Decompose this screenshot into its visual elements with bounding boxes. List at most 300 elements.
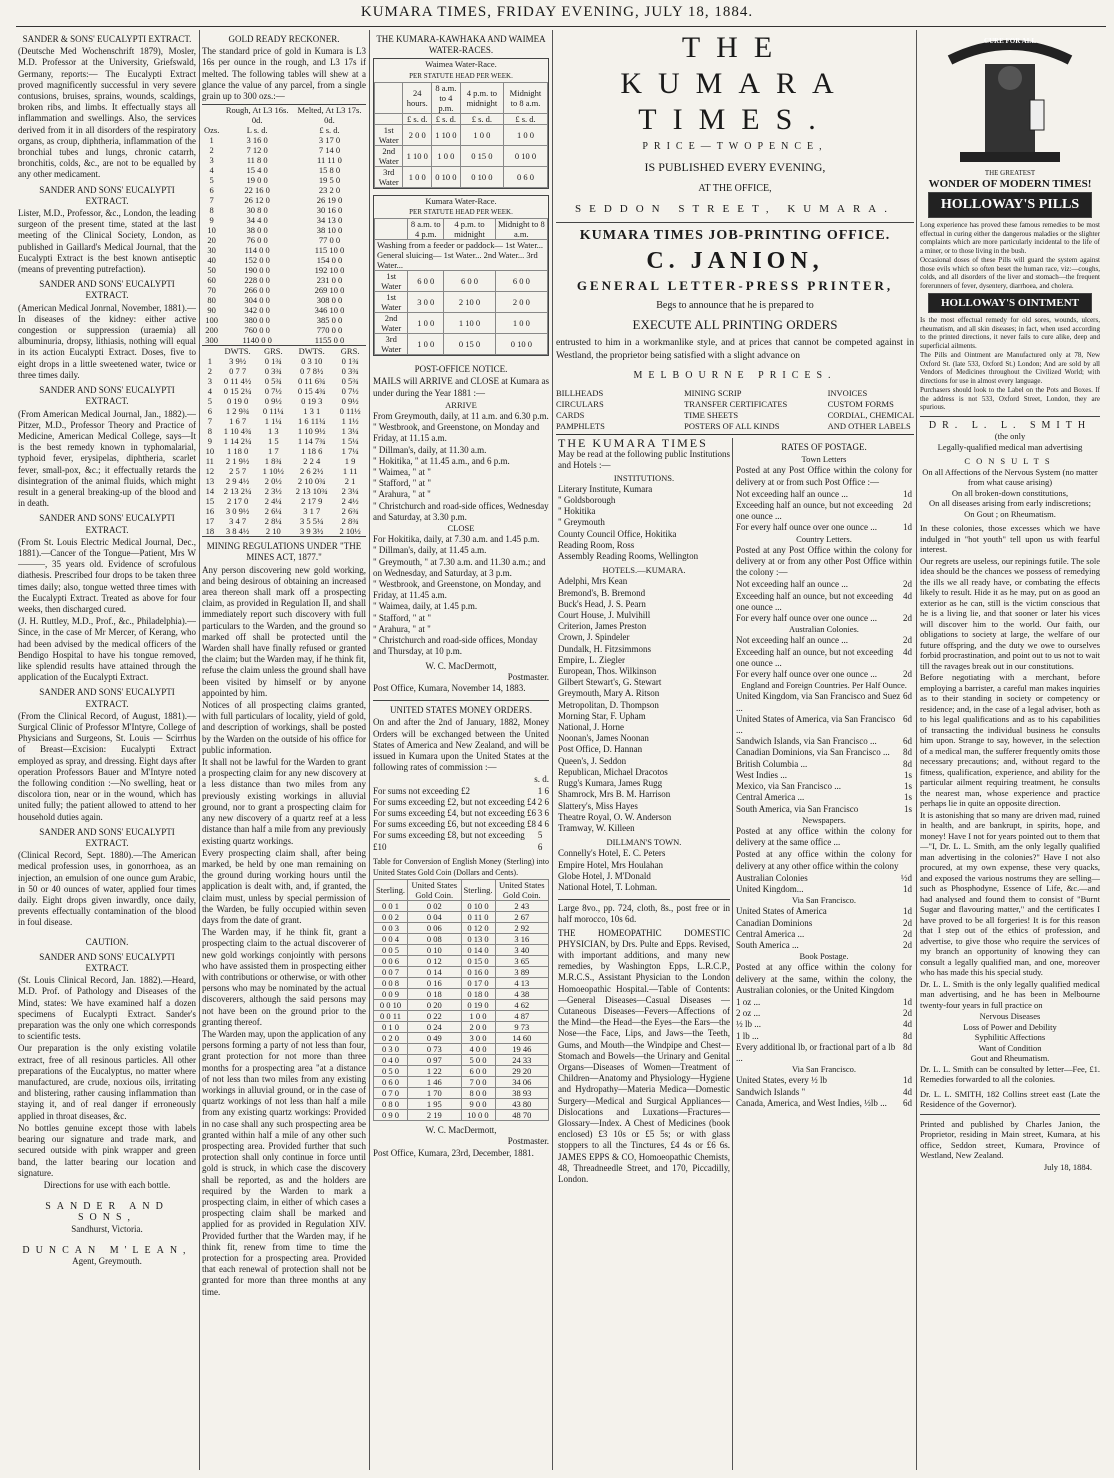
rate-value: 2d [903,928,912,939]
conversion-row [374,1011,549,1022]
eucalypti-heading-4: SANDER AND SONS' EUCALYPTI EXTRACT. [39,385,175,407]
print-item: TIME SHEETS [684,410,739,420]
rate-row [736,770,912,781]
table-cell: 2 19 [408,1110,461,1121]
smith-paragraph: It is astonishing that so many are driven mad, ruined in health, and are bankrupt, in spirits, hope, and money! Have I not for years pointed out to them that—"I, Dr. L. L. Smith, am the only legally qualified man advertising in the colonies?" Have I not also procured, at my own expense, these very quacks, and exposed the various nostrums they are selling—such as Phosphodyne, Essence of Life, &c.—and had analysed and found them to consist of "Burnt Sugar and flavouring matter," and the certificates I have proved to be all forgeries! It is for this reason that I step out of the ethics of profession, and advertise, to give those who require the services of my branch an opportunity of knowing they can consult a legally qualified man, and one, moreover who has made this his special study. [920,809,1100,977]
newspapers-text: Posted at any office within the colony for delivery at the same office ... [736,825,912,848]
rate-value: 4d [903,1086,912,1097]
table-cell: 3 1 7 [303,506,321,517]
hotel-item: Court House, J. Mulvihill [558,610,651,621]
table-cell: 20 [207,235,216,246]
signature-sander: SANDER AND SONS, [45,1201,169,1224]
th-melted: Melted, At L3 17s. 0d. [297,105,362,126]
every-additional [736,1042,912,1064]
published-line: IS PUBLISHED EVERY EVENING, [644,160,826,174]
table-cell: 1 10 9½ [297,426,326,437]
table-cell: 0 19 3 [301,396,323,407]
table-cell: 0 06 [408,923,461,934]
section-rule [556,434,914,435]
table-cell: 1 10 4¾ [223,426,252,437]
table-cell: 1 [207,356,212,367]
table-cell: 11 11 0 [317,155,342,166]
close-item: " Dillman's, daily, at 11.45 a.m. [373,545,487,556]
table-cell: 8 [207,426,212,437]
arrive-item: " Arahura, " at " [373,489,431,500]
conversion-row [374,956,549,967]
rate-label: United States, every ½ lb [736,1075,827,1086]
hotel-item: Queen's, J. Seddon [558,755,627,766]
rate-value: 1d [903,488,912,499]
dr-smith-legal: Legally-qualified medical man advertising [937,441,1083,452]
book-rates [736,997,912,1042]
waimea-unit-row [375,113,548,124]
table-cell: 5 0 0 [461,1055,495,1066]
print-list-1 [556,388,644,432]
rate-label: British Columbia ... [736,758,808,769]
table-cell: 0 5 0 [374,1066,408,1077]
institution-item: " Goldsborough [558,495,616,506]
table-cell: 231 0 0 [316,275,343,286]
via-sf-label: Via San Francisco. [792,895,856,906]
print-item: AND OTHER LABELS [827,421,911,431]
table-cell: 0 97 [408,1055,461,1066]
table-cell: 17 [205,516,215,527]
table-cell: 380 0 0 [244,315,270,326]
table-cell: 0 10 [408,945,461,956]
rate-label: Exceeding half an ounce, but not exceeding one ounce ... [736,590,894,612]
greatest-label: THE GREATEST [984,169,1036,177]
mining-paragraph: Any person discovering new gold working, and being desirous of obtaining an increased area thereon shall mark off a prospecting claim, as provided in Regulation II, and shall immediately report such discovery with full particulars to the Warden, and the ground so marked off shall be protected until the Warden shall have finally refused or granted the claim; but the Warden may, if he think fit, refuse the claim unless the ground shall have been visited by himself or by anyone appointed by him. [202,564,366,698]
wonder-label: WONDER OF MODERN TIMES! [928,177,1092,190]
mining-paragraph: Every prospecting claim shall, after being marked, be held by one man remaining on the ground during working hours until the application is dealt with, and, if granted, the claim must, unless by special permission of the Warden, be fully occupied within seven days from the date of grant. [202,847,366,925]
table-cell: 2 [209,145,214,156]
table-cell: 70 [207,285,216,296]
arrive-item: " Waimea, " at " [373,467,431,478]
print-item: MINING SCRIP [684,388,742,398]
table-cell: 2 13 2¼ [223,486,252,497]
table-cell: 0 18 [408,989,461,1000]
rate-row [736,591,912,613]
rate-value: 4 6 [537,819,549,830]
post-office-date: Post Office, Kumara, November 14, 1883. [373,682,526,693]
table-cell: 3 [209,155,214,166]
conversion-row [374,1077,549,1088]
table-cell: 1 10 0 [431,124,460,145]
rate-label: United Kingdom, via San Francisco and Suez ... [736,691,901,713]
table-cell: 0 0 3 [374,923,408,934]
table-cell: 76 0 0 [246,235,268,246]
table-cell: 34 06 [495,1077,548,1088]
table-cell: 0 5¾ [341,376,359,387]
table-cell: 7 [207,416,212,427]
table-cell: 0 1¾ [341,356,359,367]
column-water-races [373,30,549,1470]
conversion-row [374,934,549,945]
dwt-row [202,516,366,526]
table-cell: 12 [205,466,215,477]
specialty-item: Want of Condition [978,1042,1042,1053]
oz-row [202,215,366,225]
post-office-intro: MAILS will ARRIVE and CLOSE at Kumara as under during the Year 1881 :— [373,376,549,398]
kumara-race-row [375,271,548,292]
every-additional-value: 8d [903,1041,912,1052]
table-cell: 1155 0 0 [314,335,345,346]
emblem-icon [930,30,1090,168]
rate-label: For every half ounce over one ounce ... [736,669,877,680]
table-cell: 4 38 [495,989,548,1000]
table-cell: 2 1 [344,476,356,487]
hotels-label: HOTELS.—KUMARA. [602,565,686,576]
waimea-row [375,166,548,187]
post-office-heading: POST-OFFICE NOTICE. [414,364,508,375]
table-cell: 1 10 0 [403,145,431,166]
money-orders-intro: On and after the 2nd of January, 1882, Money Orders will be exchanged between the United States of America and New Zealand, and will be issued in Kumara upon the United States at the following rates of commission :— [373,717,549,773]
column-divider [552,30,553,1470]
table-cell: 2 17 0 [226,496,249,507]
table-cell: 346 10 0 [314,305,345,316]
table-cell: 0 08 [408,934,461,945]
rate-label: For sums exceeding £8, but not exceeding £10 [373,830,525,852]
close-item: " Arahura, " at " [373,623,431,634]
via-sf-label-2: Via San Francisco. [792,1064,856,1075]
table-cell: 2 4¼ [264,496,282,507]
pills-paragraph: Long experience has proved these famous remedies to be most effectual in curing either the dangerous maladies or the slighter complaints which are more particularly incidental to the life of a miner, or to those living in the bush. [920,221,1100,255]
table-cell: 60 [207,275,216,286]
column-institutions [558,438,730,1470]
table-cell: £ s. d. [431,113,460,124]
conversion-row [374,1110,549,1121]
conversion-row [374,912,549,923]
rate-value: 8d [903,758,912,769]
table-cell: 114 0 0 [244,245,270,256]
homeopathic-advert: THE HOMEOPATHIC DOMESTIC PHYSICIAN, by Drs. Pulte and Epps. Revised, with important additions, and many new remedies, by Washington Epps, L.R.C.P., M.R.C.S., Assistant Physician to the London Homoeopathic Hospital.—Table of Contents:—General Diseases—Casual Diseases — Cutaneous Diseases—Fevers—Affections of the Mind—the Head—the Eyes—the Ears—the Nose—the Face, Lips, and Jaws—the Teeth, Gums, and Mouth—the Windpipe and Chest—Stomach and Bowels—the Urinary and Genital Organs—Diseases of Women—Treatment of Children—Anatomy and Physiology—Hygiene and Hydropathy—Materia Medica—Domestic Surgery—Medical and Surgical Appliances—Dislocations and Luxations—Fractures—Glossary—Index. A Chest of Medicines (book enclosed) £3 10s or £5 5s; or with glass stoppers to all the Tinctures, £4 4s or £6 6s. JAMES EPPS & CO, Homoeopathic Chemists, 48, Threadneedle Street, and 170, Piccadilly, London. [558,927,730,1184]
table-cell: 0 19 0 [226,396,249,407]
table-cell: 7 12 0 [246,145,268,156]
town-letters-text: Posted at any Post Office within the colony for delivery at or from such Post Office :— [736,465,912,487]
table-cell: 1 18 0 [226,446,249,457]
eucalypti-paragraph: (American Medical Jonrnal, November, 1881).—In diseases of the kidney: either active congestion or suppression (uraemia) all albuminuria, dropsy, lithiasis, nothing will equal in its action Eucalypti Extract. Doses, five to eight drops in a little sweetened water, twice or three times daily. [18,302,196,380]
table-cell: £ s. d. [403,113,431,124]
table-cell: Washing from a feeder or paddock— 1st Water... General sluicing— 1st Water... 2nd Water... 3rd Water... [375,240,548,271]
table-cell: 0 04 [408,912,461,923]
column-divider [369,30,370,1470]
table-cell: 18 [205,526,215,537]
rate-row [736,792,912,803]
hotel-item: Crown, J. Spindeler [558,632,630,643]
imprint-date: July 18, 1884. [1043,1161,1092,1172]
table-cell: 1 14 7¾ [297,436,326,447]
eucalypti-paragraph: (From St. Louis Electric Medical Journal, Dec., 1881).—Cancer of the Tongue—Patient, Mrs W———, 35 years old. Evidence of scrofulous diathesis. Prescribed four drops to be taken three times daily; also, tongue wetted three times with the Eucalypti Extract. Treated as above for four weeks, then discharged cured. [18,536,196,614]
hotels-list [558,576,730,834]
table-cell: 2 [207,366,212,377]
column-postage [736,438,912,1470]
table-cell: 13 [205,476,215,487]
dillmans-item: Empire Hotel, Mrs Houlahan [558,859,663,870]
table-cell: 0 7 0 [374,1088,408,1099]
dr-smith-name: DR. L. L. SMITH [928,419,1092,431]
hotel-item: Metropolitan, D. Thompson [558,699,659,710]
rate-value: 6d [903,691,912,702]
table-cell: 1 70 [408,1088,461,1099]
consult-item: On all Affections of the Nervous System (no matter from what cause arising) [922,466,1098,487]
rate-label: 2 oz ... [736,1008,761,1019]
table-cell: 1 0 0 [408,334,444,355]
masthead: KUMARA TIMES, FRIDAY EVENING, JULY 18, 1884. [360,4,754,20]
directions: Directions for use with each bottle. [43,1179,171,1190]
table-cell: 90 [207,305,216,316]
table-cell: 3 8 4½ [225,526,250,537]
hotel-item: Empire, L. Ziegler [558,654,625,665]
table-cell: 0 7½ [341,386,359,397]
rate-row [736,1008,912,1019]
table-cell: 1 3 [267,426,279,437]
smith-paragraph: Dr. L. L. Smith is the only legally qualified medical man advertising, and he has been in Melbourne twenty-four years in full practice on [920,978,1100,1010]
table-cell: 0 15 2¼ [223,386,252,397]
large-8vo: Large 8vo., pp. 724, cloth, 8s., post free or in half morocco, 10s 6d. [558,903,730,925]
institution-item: Assembly Reading Rooms, Wellington [558,551,699,562]
table-cell: 2 9 4½ [225,476,250,487]
table-cell: 0 0 10 [374,1000,408,1011]
holloway-pills-logo: HOLLOWAY'S PILLS [928,192,1092,218]
institution-item: " Hokitika [558,506,596,517]
dwt-row [202,466,366,476]
hotel-item: Rugg's Kumara, James Rugg [558,778,663,789]
table-cell: 3 9½ [229,356,247,367]
table-cell: 0 9½ [341,396,359,407]
kumara-race-title: Kumara Water-Race. [425,195,497,206]
rate-label: 1 lb ... [736,1030,759,1041]
table-cell: 0 02 [408,901,461,912]
table-cell: 0 10 0 [460,166,503,187]
postmaster-title: Postmaster. [507,1136,549,1147]
rate-value: 2 6 [537,796,549,807]
specialty-item: Loss of Power and Debility [963,1021,1057,1032]
arrive-label: ARRIVE [445,399,477,410]
conversion-row [374,923,549,934]
commission-row [373,808,549,819]
table-cell: 11 8 0 [246,155,268,166]
table-cell: 3 9 3½ [300,526,324,537]
table-cell: 0 0 1 [374,901,408,912]
hotel-item: Morning Star, F. Upham [558,710,646,721]
table-cell: 6 0 0 [495,271,547,292]
table-cell: 7 14 0 [318,145,341,156]
street-line: SEDDON STREET, KUMARA. [574,203,896,215]
england-label: England and Foreign Countries. Per Half Ounce. [741,680,907,691]
arrive-item: " Dillman's, daily, at 11.30 a.m. [373,444,487,455]
table-cell: 6 0 0 [408,271,444,292]
table-cell: 2 0 0 [461,1022,495,1033]
print-item: POSTERS OF ALL KINDS [684,421,780,431]
table-cell: 0 0 7 [374,967,408,978]
hotel-item: Bremond's, B. Bremond [558,587,646,598]
table-cell: 0 11 6¾ [298,376,326,387]
table-cell: 8 [209,205,214,216]
rate-row [736,579,912,590]
table-cell: 1 8¾ [264,456,282,467]
table-cell: 3 16 0 [246,135,268,146]
rate-row [736,873,912,884]
table-cell: 0 3 0 [374,1044,408,1055]
rate-row [736,635,912,646]
table-cell: 154 0 0 [316,255,343,266]
rate-row [736,669,912,680]
rate-label: For every half ounce over one ounce ... [736,522,877,533]
table-cell: 0 12 0 [461,923,495,934]
oz-row [202,285,366,295]
kumara-race-table [374,218,548,355]
eucalypti-heading-3: SANDER AND SONS' EUCALYPTI EXTRACT. [39,279,175,301]
table-cell: 1 10½ [262,466,284,477]
price-line: PRICE—TWOPENCE, [642,141,828,152]
rate-row [736,613,912,624]
institution-item: " Greymouth [558,517,605,528]
table-cell: 1 6 7 [229,416,247,427]
kumara-race-col-head: Midnight to 8 a.m. [495,219,547,240]
table-cell: 23 2 0 [318,185,341,196]
table-cell: 1 0 0 [408,313,444,334]
table-cell: 1 5¼ [341,436,359,447]
hotel-item: Tramway, W. Killeen [558,822,635,833]
table-cell: 2 0½ [264,476,282,487]
rate-value: 1s [903,781,912,792]
specialty-item: Nervous Diseases [979,1011,1041,1021]
commission-row [373,786,549,797]
conversion-row [374,978,549,989]
table-cell: 7 [209,195,214,206]
table-cell: 3 0 0 [461,1033,495,1044]
dillmans-list [558,848,730,893]
rate-value: 8d [903,747,912,758]
book-postage-label: Book Postage. [799,951,849,962]
conversion-row [374,901,549,912]
table-cell: 0 18 0 [461,989,495,1000]
table-cell: 1st Water [375,292,408,313]
table-cell: 2 10 0¾ [297,476,326,487]
consult-item: On all broken-down constitutions, [951,487,1069,498]
via-sf-rates-2 [736,1075,912,1109]
postage-heading: RATES OF POSTAGE. [781,442,867,452]
kumara-race-label-row [375,240,548,271]
ointment-paragraph: Is the most effectual remedy for old sores, wounds, ulcers, rheumatism, and all skin diseases; in fact, when used according to the printed directions, it never fails to cure alike, deep and superficial ailments. [920,316,1100,350]
commission-unit: s. d. [534,774,549,785]
table-cell: 0 8 0 [374,1099,408,1110]
conversion-row [374,989,549,1000]
rate-value: 5 6 [537,830,543,852]
rate-label: Central America ... [736,928,805,939]
dillmans-item: Globe Hotel, J. M'Donald [558,870,651,881]
every-additional-label: Every additional lb, or fractional part of a lb ... [736,1041,896,1063]
table-cell: 760 0 0 [244,325,270,336]
waimea-subtitle: PER STATUTE HEAD PER WEEK. [409,71,513,80]
table-cell: 228 0 0 [244,275,270,286]
table-cell: 200 [205,325,219,336]
table-cell: 0 7 7 [229,366,247,377]
table-cell: 30 8 0 [246,205,268,216]
rate-label: Exceeding half an ounce, but not exceeding one ounce ... [736,646,894,668]
table-cell: 2 10½ [339,526,361,537]
table-cell: 2 6¾ [341,506,359,517]
caution-heading: CAUTION. [85,936,129,947]
rate-label: Not exceeding half an ounce ... [736,579,848,590]
table-cell: 308 0 0 [316,295,343,306]
rate-value: 3 6 [537,807,549,818]
print-item: BILLHEADS [556,388,604,398]
close-label: CLOSE [447,523,475,534]
oz-row [202,135,366,145]
table-cell: 100 [205,315,219,326]
oz-row [202,295,366,305]
australian-rates [736,635,912,680]
arrive-item: " Christchurch and road-side offices, Wednesday and Saturday, at 3.30 p.m. [373,500,549,522]
table-cell: 2 6¼ [264,506,282,517]
rate-label: Canada, America, and West Indies, ½lb ... [736,1097,887,1108]
table-cell: 0 3¾ [264,366,282,377]
waimea-col-head: Midnight to 8 a.m. [503,82,547,113]
job-printing-line: KUMARA TIMES JOB-PRINTING OFFICE. [579,228,891,243]
country-letters-text: Posted at any Post Office within the colony for delivery at or from any other Post Office within the colony :— [736,544,912,578]
rate-label: Canadian Dominions [736,917,813,928]
hotel-item: Slattery's, Miss Hayes [558,800,638,811]
eucalypti-heading-5: SANDER AND SONS' EUCALYPTI EXTRACT. [39,513,175,535]
table-cell: 1 0 0 [460,124,503,145]
rate-label: Canadian Dominions, via San Francisco ... [736,747,890,758]
oz-row [202,235,366,245]
table-cell: 0 73 [408,1044,461,1055]
rate-row [736,647,912,669]
rate-value: ½d [900,872,912,883]
close-list [373,534,549,657]
oz-row [202,205,366,215]
rate-row [736,1098,912,1109]
table-cell: 48 70 [495,1110,548,1121]
institution-item: Literary Institute, Kumara [558,483,653,494]
table-cell: 4 13 [495,978,548,989]
hotel-item: Adelphi, Mrs Kean [558,576,628,587]
table-cell: 190 0 0 [244,265,270,276]
th-grs: GRS. [340,346,360,357]
dwt-row [202,356,366,366]
masthead-rule [16,26,1106,27]
institution-item: Reading Room, Ross [558,539,635,550]
th-ozs: Ozs. [204,125,220,136]
rate-row [736,781,912,792]
waimea-row [375,124,548,145]
dillmans-item: Connelly's Hotel, E. C. Peters [558,848,666,859]
rate-label: Sandwich Islands, via San Francisco ... [736,736,877,747]
table-cell: 300 [205,335,219,346]
table-cell: 0 10 0 [503,145,547,166]
rate-row [736,1087,912,1098]
table-cell: 7 0 0 [461,1077,495,1088]
gold-reckoner-intro: The standard price of gold in Kumara is L3 16s per ounce in the rough, and L3 17s if melted. The following tables will shew at a glance the value of any parcel, from a single grain up to 300 ozs.:— [202,46,366,102]
dwt-row [202,496,366,506]
dillmans-item: National Hotel, T. Lohman. [558,881,658,892]
rate-label: United Kingdom... [736,883,804,894]
table-cell: 1 6 11¼ [298,416,326,427]
kumara-race-subtitle: PER STATUTE HEAD PER WEEK. [409,208,513,217]
rate-label: West Indies ... [736,769,788,780]
table-cell: 3 89 [495,967,548,978]
eucalypti-heading-1: SANDER & SONS' EUCALYPTI EXTRACT. [22,34,192,44]
waimea-col-head: 24 hours. [403,82,431,113]
read-at-intro: May be read at the following public Institutions and Hotels :— [558,449,730,471]
hotel-item: Republican, Michael Dracotos [558,766,668,777]
table-cell: 266 0 0 [244,285,270,296]
table-cell: 3 0 9½ [225,506,250,517]
conversion-title: Table for Conversion of English Money (Sterling) into United States Gold Coin (Dollars and Cents). [373,856,549,877]
postmaster-signature: W. C. MacDermott, [425,660,497,671]
